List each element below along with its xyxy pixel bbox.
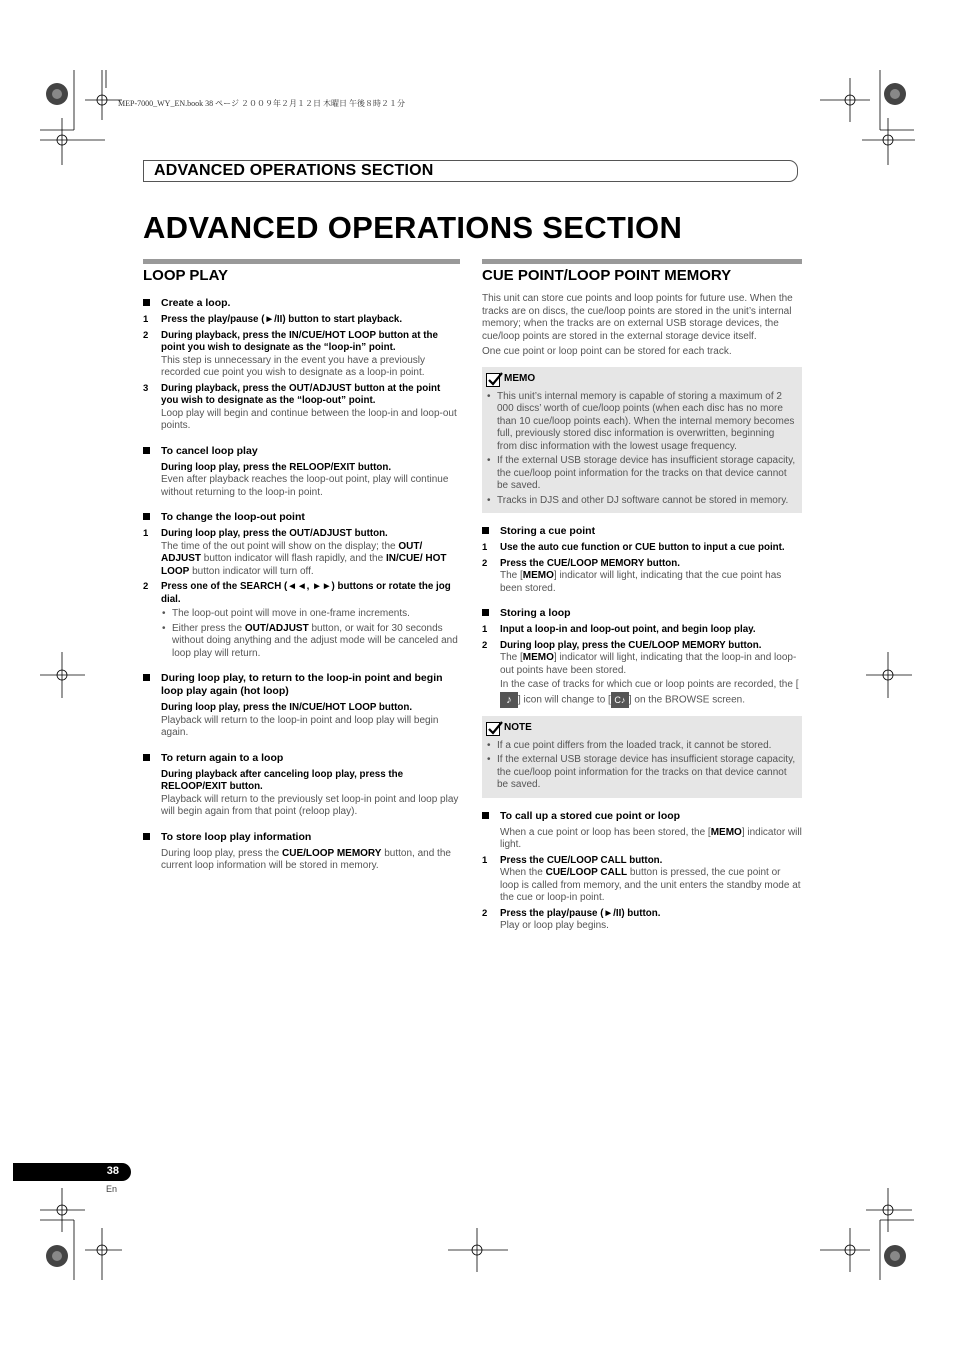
call-up-step-1: 1 Press the CUE/LOOP CALL button. When the CUE/LOOP CALL button is pressed, the cue point or loop is called from memory, and the unit enters the standby mode at the cue or loop-in point. xyxy=(482,854,801,903)
return-loop-text: During playback after canceling loop play, press the RELOOP/EXIT button. Playback will return to the previously set loop-in point and loop play will begin again from that point (reloop play). xyxy=(161,768,459,817)
loop-play-title: LOOP PLAY xyxy=(143,259,460,285)
create-step-2: 2 During playback, press the IN/CUE/HOT LOOP button at the point you wish to designate as the “loop-in” point. This step is unnecessary in the event you have a previously recorded cue point you wish to designate as a loop-in point. xyxy=(143,329,438,378)
create-step-1: 1 Press the play/pause (►/II) button to start playback. xyxy=(143,314,403,325)
create-step-3: 3 During playback, press the OUT/ADJUST button at the point you wish to designate as the “loop-out” point. Loop play will begin and continue between the loop-in and loop-out points. xyxy=(143,382,457,431)
store-loop-info-heading: To store loop play information xyxy=(143,831,460,844)
change-out-heading: To change the loop-out point xyxy=(143,511,460,524)
music-note-icon: ♪ xyxy=(500,692,518,708)
change-out-step-1: 1 During loop play, press the OUT/ADJUST button. The time of the out point will show on the display; the OUT/ ADJUST button indicator will flash rapidly, and the IN/CUE/ HOT LOOP button indicator will turn off. xyxy=(143,528,447,577)
return-loop-heading: To return again to a loop xyxy=(143,752,460,765)
hot-loop-heading: During loop play, to return to the loop-in point and begin loop play again (hot loop) xyxy=(143,672,460,698)
memo-box xyxy=(482,367,802,514)
store-cue-step-1: 1 Use the auto cue function or CUE button to input a cue point. xyxy=(482,542,785,553)
cancel-loop-text: During loop play, press the RELOOP/EXIT button. Even after playback reaches the loop-out point, play will continue without returning to the loop-in point. xyxy=(161,461,449,498)
hot-loop-text: During loop play, press the IN/CUE/HOT LOOP button. Playback will return to the loop-in point and loop play will begin again. xyxy=(161,702,439,738)
memo-bullet: • If the external USB storage device has insufficient storage capacity, the cue/loop point information for the tracks on that device cannot be saved. xyxy=(487,455,796,491)
call-up-step-2: 2 Press the play/pause (►/II) button. Play or loop play begins. xyxy=(482,907,661,931)
call-up-intro: When a cue point or loop has been stored, the [MEMO] indicator will light. xyxy=(500,826,802,850)
store-loop-step-2: 2 During loop play, press the CUE/LOOP MEMORY button. The [MEMO] indicator will light, indicating that the loop-in and loop-out points have been stored. In the case of tracks for which cue or loop points are recorded, the [♪ ] icon will change to [ C♪ ] on the BROWSE screen. xyxy=(482,639,799,706)
memo-label: MEMO xyxy=(504,373,536,385)
loop-play-column xyxy=(143,259,460,876)
cancel-loop-heading: To cancel loop play xyxy=(143,445,460,458)
cue-memory-intro-1: This unit can store cue points and loop points for future use. When the tracks are on discs, the cue/loop points are stored in the unit’s internal memory; when the tracks are on external USB storage devices, the cue/loop points are stored in the external storage device itself. xyxy=(482,293,793,342)
store-cue-step-2: 2 Press the CUE/LOOP MEMORY button. The [MEMO] indicator will light, indicating that the cue point has been stored. xyxy=(482,557,782,594)
print-info-line: MEP-7000_WY_EN.book 38 ページ ２００９年２月１２日 木曜日 午後８時２１分 xyxy=(118,99,405,108)
cue-memory-title: CUE POINT/LOOP POINT MEMORY xyxy=(482,259,802,285)
memo-bullet: • This unit’s internal memory is capable of storing a maximum of 2 000 discs’ worth of cue/loop points (when each disc has no more than 10 cue/loop points each). When the internal memory becomes full, previously stored disc information is overwritten, beginning from disc information with the lowest usage frequency. xyxy=(487,390,795,452)
page-title: ADVANCED OPERATIONS SECTION xyxy=(143,210,683,245)
check-icon xyxy=(486,373,500,387)
store-loop-info-text: During loop play, press the CUE/LOOP MEMORY button, and the current loop information will be stored in memory. xyxy=(161,847,451,871)
bullet: • The loop-out point will move in one-frame increments. xyxy=(162,608,410,619)
section-header-label: ADVANCED OPERATIONS SECTION xyxy=(154,162,434,179)
call-up-heading: To call up a stored cue point or loop xyxy=(482,810,802,823)
page-number-tab xyxy=(13,1163,131,1181)
section-header-bar xyxy=(143,160,798,182)
store-loop-heading: Storing a loop xyxy=(482,607,802,620)
bullet: • Either press the OUT/ADJUST button, or wait for 30 seconds without doing anything and the adjust mode will be canceled and loop play will return. xyxy=(162,622,458,659)
note-bullet: • If the external USB storage device has insufficient storage capacity, the cue/loop point information for the tracks on that device cannot be saved. xyxy=(487,754,796,790)
store-cue-heading: Storing a cue point xyxy=(482,525,802,538)
store-loop-step-1: 1 Input a loop-in and loop-out point, and begin loop play. xyxy=(482,624,756,635)
cue-memory-column xyxy=(482,259,802,936)
music-note-cue-icon: C♪ xyxy=(611,692,629,708)
page-number: 38 xyxy=(106,1165,119,1177)
cue-memory-intro-2: One cue point or loop point can be stored for each track. xyxy=(482,346,732,357)
memo-bullet: • Tracks in DJS and other DJ software cannot be stored in memory. xyxy=(487,494,789,506)
create-loop-heading: Create a loop. xyxy=(143,297,460,310)
page-language: En xyxy=(106,1184,118,1194)
check-icon xyxy=(486,722,500,736)
change-out-step-2: 2 Press one of the SEARCH (◄◄, ►►) buttons or rotate the jog dial. • The loop-out point will move in one-frame increments. • Either press the OUT/ADJUST button, or wait for 30 seconds without doing anything and the adjust mode will be canceled and loop play will return. xyxy=(143,581,460,660)
note-bullet: • If a cue point differs from the loaded track, it cannot be stored. xyxy=(487,739,772,751)
note-label: NOTE xyxy=(504,722,532,734)
note-box xyxy=(482,716,802,798)
